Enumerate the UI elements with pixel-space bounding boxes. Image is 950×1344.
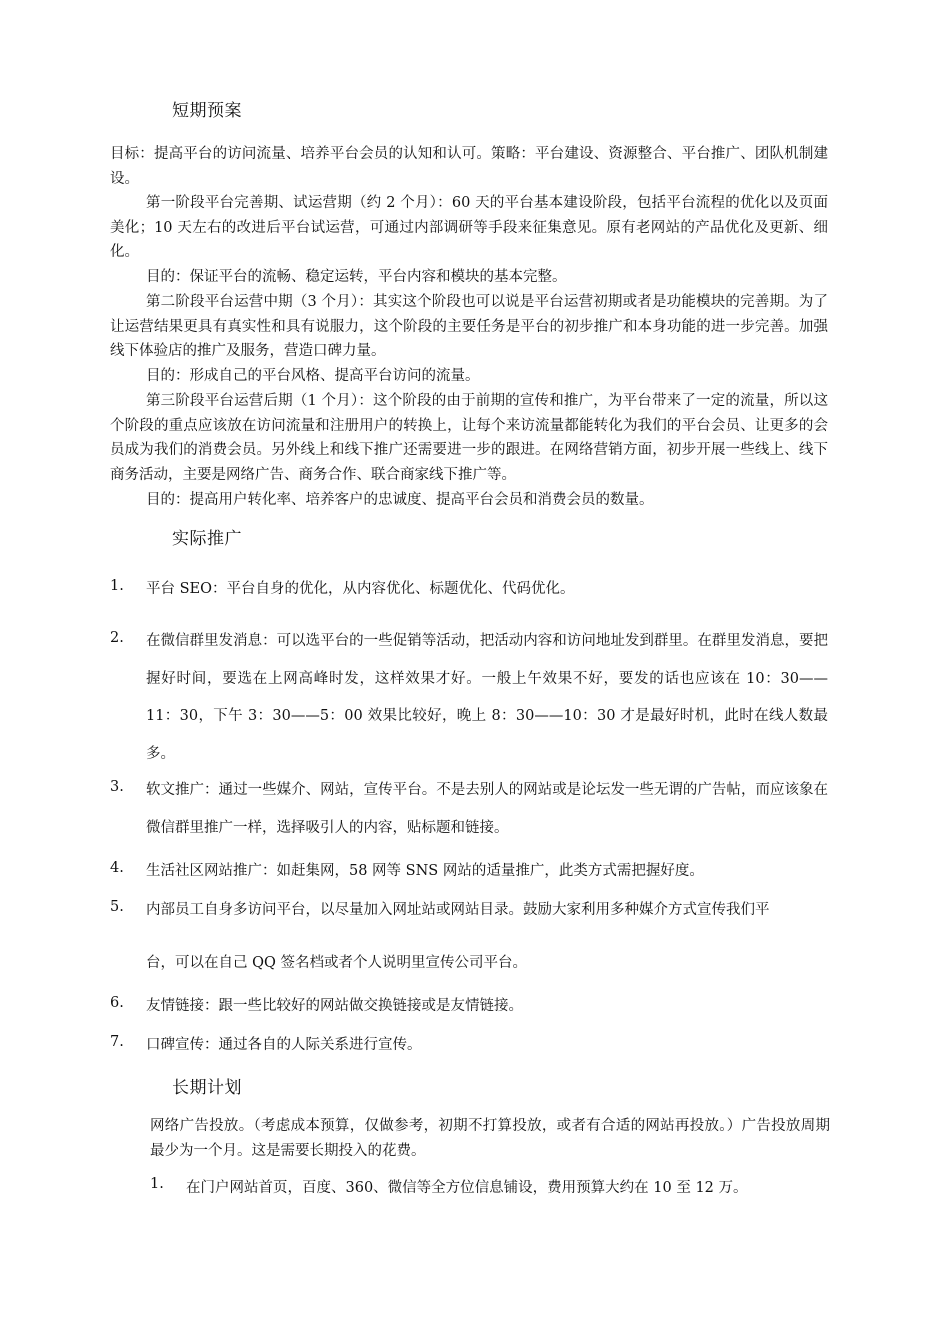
list-number: 5.: [110, 899, 124, 915]
phase2-paragraph: 第二阶段平台运营中期（3 个月）：其实这个阶段也可以说是平台运营初期或者是功能模块的完善期。为了让运营结果更具有真实性和具有说服力，这个阶段的主要任务是平台的初步推广和本身功能的进一步完善。加强线下体验店的推广及服务，营造口碑力量。: [110, 294, 828, 359]
long-term-intro: 网络广告投放。（考虑成本预算，仅做参考，初期不打算投放，或者有合适的网站再投放。）广告投放周期最少为一个月。这是需要长期投入的花费。: [150, 1118, 830, 1159]
phase3-aim: 目的：提高用户转化率、培养客户的忠诚度、提高平台会员和消费会员的数量。: [146, 492, 654, 508]
phase1-paragraph: 第一阶段平台完善期、试运营期（约 2 个月）：60 天的平台基本建设阶段，包括平台流程的优化以及页面美化；10 天左右的改进后平台试运营，可通过内部调研等手段来征集意见。原有老网站的产品优化及更新、细化。: [110, 195, 828, 260]
list-number: 7.: [110, 1034, 124, 1050]
phase2-aim: 目的：形成自己的平台风格、提高平台访问的流量。: [146, 368, 480, 384]
heading-promotion: 实际推广: [172, 529, 242, 549]
list-text: 生活社区网站推广：如赶集网，58 网等 SNS 网站的适量推广，此类方式需把握好度。: [146, 863, 704, 879]
list-text-line: 台，可以在自己 QQ 签名档或者个人说明里宣传公司平台。: [146, 955, 527, 971]
list-text: 软文推广：通过一些媒介、网站，宣传平台。不是去别人的网站或是论坛发一些无谓的广告帖，而应该象在微信群里推广一样，选择吸引人的内容，贴标题和链接。: [146, 782, 828, 836]
list-number: 2.: [110, 630, 124, 646]
phase1-aim: 目的：保证平台的流畅、稳定运转，平台内容和模块的基本完整。: [146, 269, 567, 285]
short-term-goal: 目标：提高平台的访问流量、培养平台会员的认知和认可。策略：平台建设、资源整合、平台推广、团队机制建设。: [110, 146, 828, 187]
list-text: 友情链接：跟一些比较好的网站做交换链接或是友情链接。: [146, 998, 523, 1014]
list-text: 口碑宣传：通过各自的人际关系进行宣传。: [146, 1037, 422, 1053]
list-text: 平台 SEO：平台自身的优化，从内容优化、标题优化、代码优化。: [146, 581, 575, 597]
list-text-line: 内部员工自身多访问平台，以尽量加入网址站或网站目录。鼓励大家利用多种媒介方式宣传我们平: [146, 902, 770, 918]
list-number: 3.: [110, 779, 124, 795]
list-number: 4.: [110, 860, 124, 876]
list-number: 6.: [110, 995, 124, 1011]
list-number: 1.: [110, 578, 124, 594]
list-text: 在门户网站首页，百度、360、微信等全方位信息铺设，费用预算大约在 10 至 12 万。: [186, 1180, 748, 1196]
heading-short-term: 短期预案: [172, 101, 242, 121]
list-text: 在微信群里发消息：可以选平台的一些促销等活动，把活动内容和访问地址发到群里。在群里发消息，要把握好时间，要选在上网高峰时发，这样效果才好。一般上午效果不好，要发的话也应该在 10：30——11：30，下午 3：30——5：00 效果比较好，晚上 8：30——10：30 才是最好时机，此时在线人数最多。: [146, 633, 828, 762]
heading-long-term: 长期计划: [172, 1078, 242, 1098]
list-text: [146, 899, 828, 974]
phase3-paragraph: 第三阶段平台运营后期（1 个月）：这个阶段的由于前期的宣传和推广，为平台带来了一定的流量，所以这个阶段的重点应该放在访问流量和注册用户的转换上，让每个来访流量都能转化为我们的平台会员、让更多的会员成为我们的消费会员。另外线上和线下推广还需要进一步的跟进。在网络营销方面，初步开展一些线上、线下商务活动，主要是网络广告、商务合作、联合商家线下推广等。: [110, 393, 828, 483]
list-number: 1.: [150, 1176, 164, 1192]
